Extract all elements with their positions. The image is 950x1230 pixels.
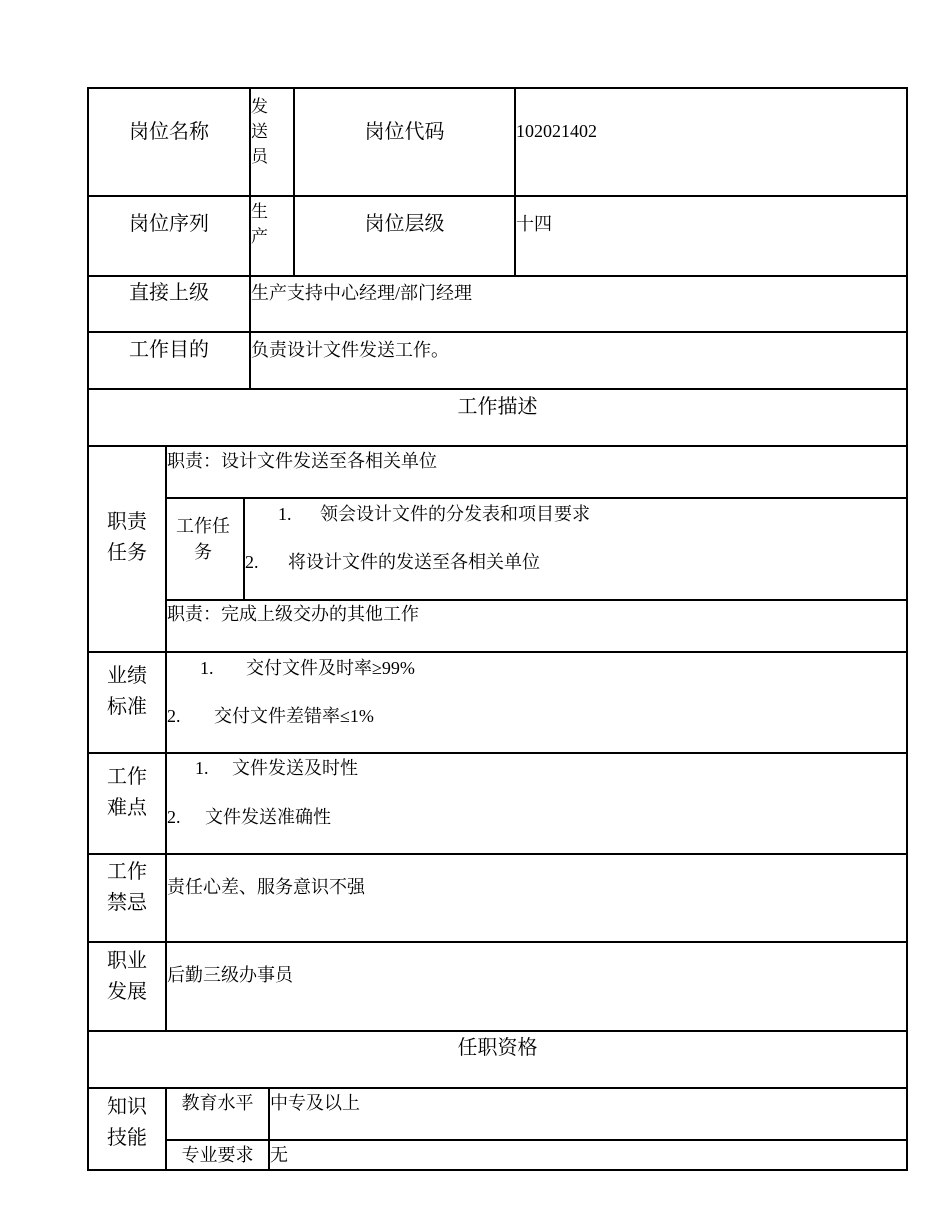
superior-label: 直接上级 — [129, 282, 209, 304]
series-label: 岗位序列 — [129, 213, 209, 235]
rule — [87, 275, 908, 277]
rule — [87, 941, 908, 943]
task-2-number: 2. — [245, 552, 259, 572]
title-value: 发送员 — [251, 97, 268, 166]
title-label: 岗位名称 — [129, 121, 209, 143]
kpi-1-number: 1. — [200, 658, 214, 678]
superior-value: 生产支持中心经理/部门经理 — [251, 283, 472, 303]
rule — [243, 497, 245, 601]
rule — [87, 752, 908, 754]
rule — [87, 331, 908, 333]
kpi-1-text: 交付文件及时率≥99% — [246, 658, 415, 678]
rule-bottom — [87, 1169, 908, 1171]
code-value: 102021402 — [516, 121, 597, 141]
rule — [165, 445, 167, 1030]
career-label: 职业发展 — [107, 950, 147, 1003]
task-1-number: 1. — [278, 504, 292, 524]
rule — [87, 445, 908, 447]
task-2-text: 将设计文件的发送至各相关单位 — [288, 552, 540, 572]
rule-left — [87, 87, 89, 1171]
rule-right — [906, 87, 908, 1171]
rule — [165, 1139, 908, 1141]
task-1-text: 领会设计文件的分发表和项目要求 — [320, 504, 590, 524]
difficulty-label: 工作难点 — [107, 766, 147, 819]
level-value: 十四 — [516, 214, 552, 234]
rule — [165, 497, 908, 499]
education-label: 教育水平 — [181, 1093, 254, 1113]
major-value: 无 — [270, 1145, 288, 1165]
purpose-label: 工作目的 — [129, 339, 209, 361]
taboo-value: 责任心差、服务意识不强 — [167, 877, 365, 897]
duties-label: 职责任务 — [107, 511, 147, 564]
kpi-2-text: 交付文件差错率≤1% — [214, 706, 374, 726]
taboo-label: 工作禁忌 — [107, 861, 147, 914]
duty-2: 职责：完成上级交办的其他工作 — [167, 604, 419, 624]
difficulty-2-text: 文件发送准确性 — [205, 807, 331, 827]
difficulty-2-number: 2. — [167, 807, 181, 827]
major-label: 专业要求 — [181, 1145, 254, 1165]
rule-top — [87, 87, 908, 89]
duty-1: 职责：设计文件发送至各相关单位 — [167, 451, 437, 471]
rule — [87, 195, 908, 197]
task-label: 工作任务 — [176, 516, 230, 562]
code-label: 岗位代码 — [364, 121, 445, 143]
rule — [165, 599, 908, 601]
difficulty-1-number: 1. — [195, 758, 209, 778]
purpose-value: 负责设计文件发送工作。 — [251, 340, 449, 360]
section-title-qualification: 任职资格 — [457, 1037, 538, 1059]
knowledge-label: 知识技能 — [107, 1096, 147, 1149]
rule — [87, 651, 908, 653]
rule — [293, 87, 295, 277]
rule — [87, 1087, 908, 1089]
difficulty-1-text: 文件发送及时性 — [232, 758, 358, 778]
rule — [87, 853, 908, 855]
series-value: 生产 — [251, 202, 268, 246]
rule — [514, 87, 516, 277]
education-value: 中专及以上 — [270, 1093, 360, 1113]
section-title-description: 工作描述 — [457, 396, 538, 418]
kpi-2-number: 2. — [167, 706, 181, 726]
rule — [87, 388, 908, 390]
level-label: 岗位层级 — [364, 213, 445, 235]
career-value: 后勤三级办事员 — [167, 965, 293, 985]
kpi-label: 业绩标准 — [107, 665, 147, 718]
rule — [87, 1030, 908, 1032]
